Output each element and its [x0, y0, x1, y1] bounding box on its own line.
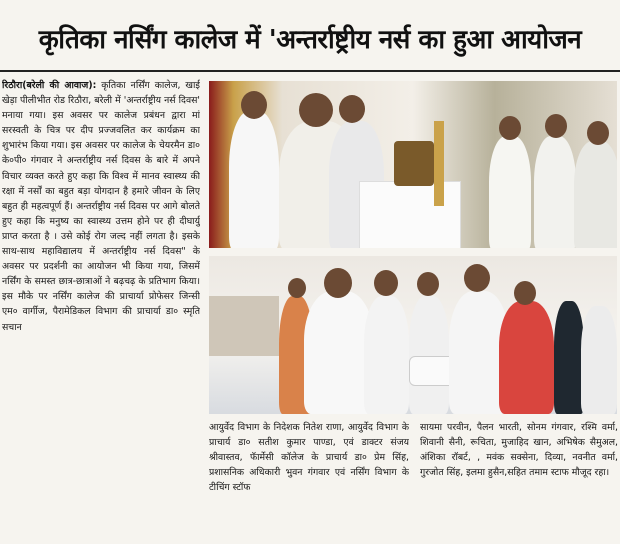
article-column-3: सायमा परवीन, पैलन भारती, सोनम गंगवार, रश्मि वर्मा, शिवानी सैनी, रूचिता, मुजाहिद खान, अभिषेक सैमुअल, अंशिका रॉबर्ट, , मवंक सक्सेना, दिव्या, नवनीत वर्मा, गुरजोत सिंह, इलमा हुसैन,सहित तमाम स्टाफ मौजूद रहा। [420, 422, 618, 479]
person-head [417, 272, 439, 296]
table [359, 181, 461, 248]
headline: कृतिका नर्सिंग कालेज में 'अन्तर्राष्ट्रीय नर्स का हुआ आयोजन [38, 25, 582, 55]
person-figure [489, 136, 531, 248]
person-head [514, 281, 536, 305]
portrait-frame [394, 141, 434, 186]
photo-lamp-lighting [209, 81, 617, 248]
person-figure [229, 111, 279, 248]
person-head [288, 278, 306, 298]
photo-cake-cutting [209, 256, 617, 414]
person-figure [499, 301, 554, 414]
person-figure [364, 296, 409, 414]
person-head [339, 95, 365, 123]
person-figure [581, 306, 617, 414]
article-column-2: आयुर्वेद विभाग के निदेशक नितेश राणा, आयुर्वेद विभाग के प्राचार्य डा० सतीश कुमार पाण्डा, एवं डाक्टर संजय श्रीवास्तव, फॅार्मेसी कॉलेज के प्राचार्य डा० प्रेम सिंह, प्रशासनिक अधिकारी भुवन गंगवार एवं नर्सिंग विभाग के टीचिंग स्टॉफ [209, 422, 409, 494]
person-figure [554, 301, 584, 414]
person-head [587, 121, 609, 145]
person-head [324, 268, 352, 298]
person-figure [574, 141, 617, 248]
lamp [434, 121, 444, 206]
person-figure [534, 136, 576, 248]
shelf [209, 296, 279, 356]
person-head [464, 264, 490, 292]
headline-rule [0, 70, 620, 72]
article-column-1 [2, 78, 200, 544]
person-head [299, 93, 333, 127]
dateline: रिठौरा(बरेली की आवाज): [2, 80, 97, 91]
person-head [545, 114, 567, 138]
article-text-1: कृतिका नर्सिंग कालेज, खाई खेड़ा पीलीभीत रोड रिठौरा, बरेली में 'अन्तर्राष्ट्रीय नर्स दिवस' मनाया गया। इस अवसर पर कालेज प्रबंधन द्वारा मां सरस्वती के चित्र पर दीप प्रज्जवलित कर कार्यक्रम का शुभारंभ किया गया। इस अवसर पर कालेज के चेयरमैन डा० के०पी० गंगवार ने अन्तर्राष्ट्रीय नर्स दिवस के बारे में अपने विचार व्यक्त करते हुए कहा कि विश्व में मानव स्वास्थ्य की रक्षा में नर्सों का बहुत बड़ा योगदान है हमारे जीवन के लिए बहुत ही महत्वपूर्ण हैं। अन्तर्राष्ट्रीय नर्स दिवस पर आगे बोलते हुए कहा कि मनुष्य का स्वास्थ्य उत्तम होने पर ही दीघार्यु प्राप्त करता है । उसे कोई रोग जल्द नहीं लगता है। इसके साथ-साथ महाविद्यालय में अन्तर्राष्ट्रीय नर्स दिवस" के अवसर पर प्रदर्शनी का आयोजन भी किया गया, जिसमें नर्सिंग के समस्त छात्र-छात्राओं ने बढ़चढ़ के प्रतिभाग किया। इस मौके पर नर्सिंग कालेज की प्राचार्या प्रोफेसर जिन्सी एम० वार्गीज, पैरामेडिकल विभाग की प्राचार्या डा० स्मृति सचान [2, 80, 200, 333]
person-figure [409, 296, 449, 414]
person-head [374, 270, 398, 296]
person-head [499, 116, 521, 140]
person-head [241, 91, 267, 119]
